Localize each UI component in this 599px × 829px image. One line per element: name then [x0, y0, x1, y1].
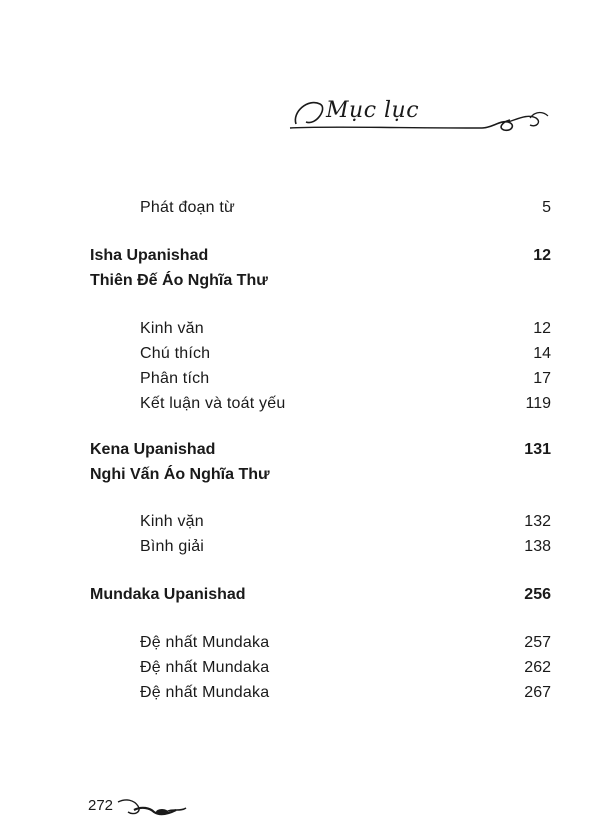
- page-number: 272: [88, 797, 114, 814]
- toc-entry-label: Mundaka Upanishad: [90, 586, 246, 603]
- toc-entry-page-number: 119: [525, 395, 551, 412]
- toc-entry-label: Chú thích: [140, 345, 211, 362]
- toc-entry-label: Đệ nhất Mundaka: [140, 659, 270, 676]
- toc-entry-label: Phát đoạn từ: [140, 199, 235, 216]
- toc-entry-row: [0, 513, 599, 535]
- page-footer: [88, 794, 208, 820]
- footer-ornament-icon: [116, 794, 196, 820]
- toc-entry-page-number: 256: [524, 586, 551, 603]
- toc-entry-page-number: 132: [524, 513, 551, 530]
- toc-entry-label: Kena Upanishad: [90, 441, 216, 458]
- toc-entry-row: [0, 634, 599, 656]
- toc-entry-row: [0, 659, 599, 681]
- toc-entry-row: [0, 370, 599, 392]
- toc-entry-page-number: 138: [524, 538, 551, 555]
- toc-entry-page-number: 14: [533, 345, 551, 362]
- toc-entry-page-number: 131: [524, 441, 551, 458]
- toc-entry-page-number: 12: [533, 320, 551, 337]
- toc-entry-label: Isha Upanishad: [90, 247, 209, 264]
- toc-heading: [286, 92, 556, 136]
- toc-entry-label: Kinh vặn: [140, 513, 204, 530]
- toc-entry-label: Bình giải: [140, 538, 205, 555]
- toc-entry-page-number: 267: [524, 684, 551, 701]
- toc-entry-label: Thiên Đế Áo Nghĩa Thư: [90, 272, 268, 289]
- toc-entry-row: [0, 395, 599, 417]
- toc-entry-page-number: 257: [524, 634, 551, 651]
- page-title: Mục lục: [326, 98, 420, 123]
- toc-entry-label: Kết luận và toát yếu: [140, 395, 286, 412]
- toc-entry-row: [0, 684, 599, 706]
- toc-entry-row: [0, 320, 599, 342]
- toc-entry-label: Kinh văn: [140, 320, 204, 337]
- toc-entry-label: Phân tích: [140, 370, 210, 387]
- toc-entry-page-number: 5: [542, 199, 551, 216]
- toc-entry-row: [0, 538, 599, 560]
- toc-entry-label: Đệ nhất Mundaka: [140, 634, 270, 651]
- toc-section-row: [0, 441, 599, 463]
- toc-section-row: [0, 272, 599, 294]
- toc-section-row: [0, 247, 599, 269]
- toc-entry-page-number: 12: [533, 247, 551, 264]
- toc-entry-row: [0, 199, 599, 221]
- toc-entry-page-number: 17: [533, 370, 551, 387]
- toc-entry-row: [0, 345, 599, 367]
- toc-entry-label: Đệ nhất Mundaka: [140, 684, 270, 701]
- toc-entry-page-number: 262: [524, 659, 551, 676]
- toc-entry-label: Nghi Vấn Áo Nghĩa Thư: [90, 466, 270, 483]
- toc-section-row: [0, 466, 599, 488]
- toc-section-row: [0, 586, 599, 608]
